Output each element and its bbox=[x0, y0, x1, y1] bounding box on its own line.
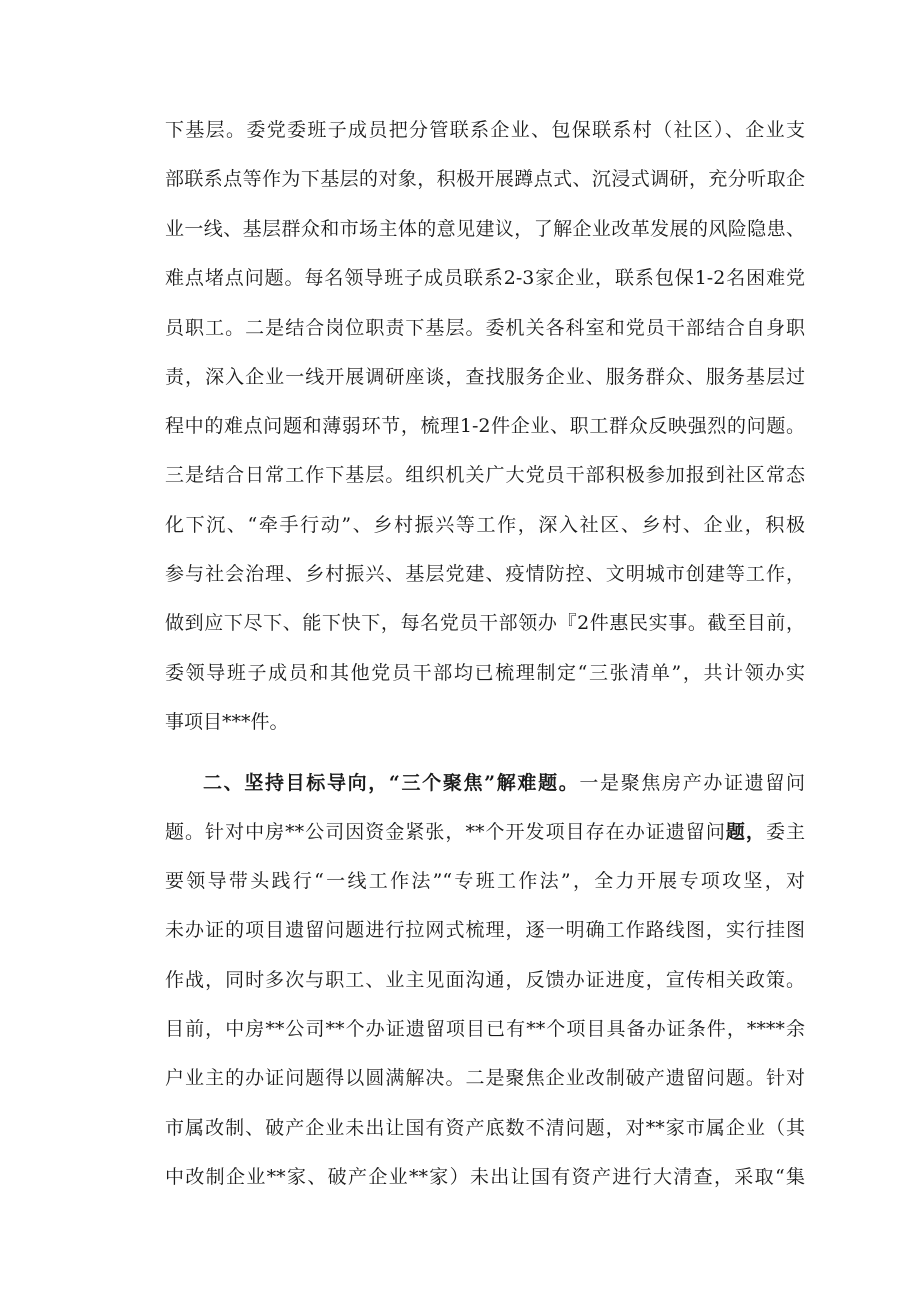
paragraph-1-line-7: 程中的难点问题和薄弱环节，梳理1-2件企业、职工群众反映强烈的问题。 bbox=[165, 415, 805, 437]
paragraph-2-line-2-pre: 题。针对中房**公司因资金紧张，**个开发项目存在办证遗留问 bbox=[165, 821, 726, 843]
paragraph-2-line-2 bbox=[165, 820, 805, 844]
paragraph-1-line-6: 责，深入企业一线开展调研座谈，查找服务企业、服务群众、服务基层过 bbox=[165, 366, 805, 388]
paragraph-2-line-6: 目前，中房**公司**个办证遗留项目已有**个项目具备办证条件，****余 bbox=[165, 1018, 805, 1040]
paragraph-1-line-10: 参与社会治理、乡村振兴、基层党建、疫情防控、文明城市创建等工作， bbox=[165, 563, 805, 585]
section-heading: 二、坚持目标导向，“三个聚焦”解难题。 bbox=[203, 772, 580, 794]
paragraph-2-line-1-rest: 一是聚焦房产办证遗留问 bbox=[579, 772, 805, 794]
paragraph-1-line-5: 员职工。二是结合岗位职责下基层。委机关各科室和党员干部结合自身职 bbox=[165, 317, 805, 339]
paragraph-1-line-8: 三是结合日常工作下基层。组织机关广大党员干部积极参加报到社区常态 bbox=[165, 464, 805, 486]
paragraph-2-line-3: 要领导带头践行“一线工作法”“专班工作法”，全力开展专项攻坚，对 bbox=[165, 870, 805, 892]
paragraph-1-line-11: 做到应下尽下、能下快下，每名党员干部领办『2件惠民实事。截至目前， bbox=[165, 612, 805, 634]
paragraph-1-line-2: 部联系点等作为下基层的对象，积极开展蹲点式、沉浸式调研，充分听取企 bbox=[165, 168, 805, 190]
paragraph-1-line-1: 下基层。委党委班子成员把分管联系企业、包保联系村（社区）、企业支 bbox=[165, 119, 805, 141]
paragraph-1-line-9: 化下沉、“牵手行动”、乡村振兴等工作，深入社区、乡村、企业，积极 bbox=[165, 514, 805, 536]
paragraph-2-line-2-bold: 题， bbox=[725, 821, 766, 843]
paragraph-1-line-3: 业一线、基层群众和市场主体的意见建议，了解企业改革发展的风险隐患、 bbox=[165, 218, 805, 240]
paragraph-2-line-5: 作战，同时多次与职工、业主见面沟通，反馈办证进度，宣传相关政策。 bbox=[165, 969, 805, 991]
paragraph-2-line-8: 市属改制、破产企业未出让国有资产底数不清问题，对**家市属企业（其 bbox=[165, 1117, 805, 1139]
paragraph-2-line-4: 未办证的项目遗留问题进行拉网式梳理，逐一明确工作路线图，实行挂图 bbox=[165, 919, 805, 941]
paragraph-2-line-7: 户业主的办证问题得以圆满解决。二是聚焦企业改制破产遗留问题。针对 bbox=[165, 1067, 805, 1089]
paragraph-1-line-12: 委领导班子成员和其他党员干部均已梳理制定“三张清单”，共计领办实 bbox=[165, 662, 805, 684]
paragraph-2-line-9: 中改制企业**家、破产企业**家）未出让国有资产进行大清查，采取“集 bbox=[165, 1166, 805, 1188]
paragraph-1-line-4: 难点堵点问题。每名领导班子成员联系2-3家企业，联系包保1-2名困难党 bbox=[165, 267, 805, 289]
paragraph-2-line-1 bbox=[203, 771, 805, 795]
paragraph-1-line-13: 事项目***件。 bbox=[165, 711, 289, 733]
paragraph-2-line-2-post: 委主 bbox=[765, 821, 805, 843]
